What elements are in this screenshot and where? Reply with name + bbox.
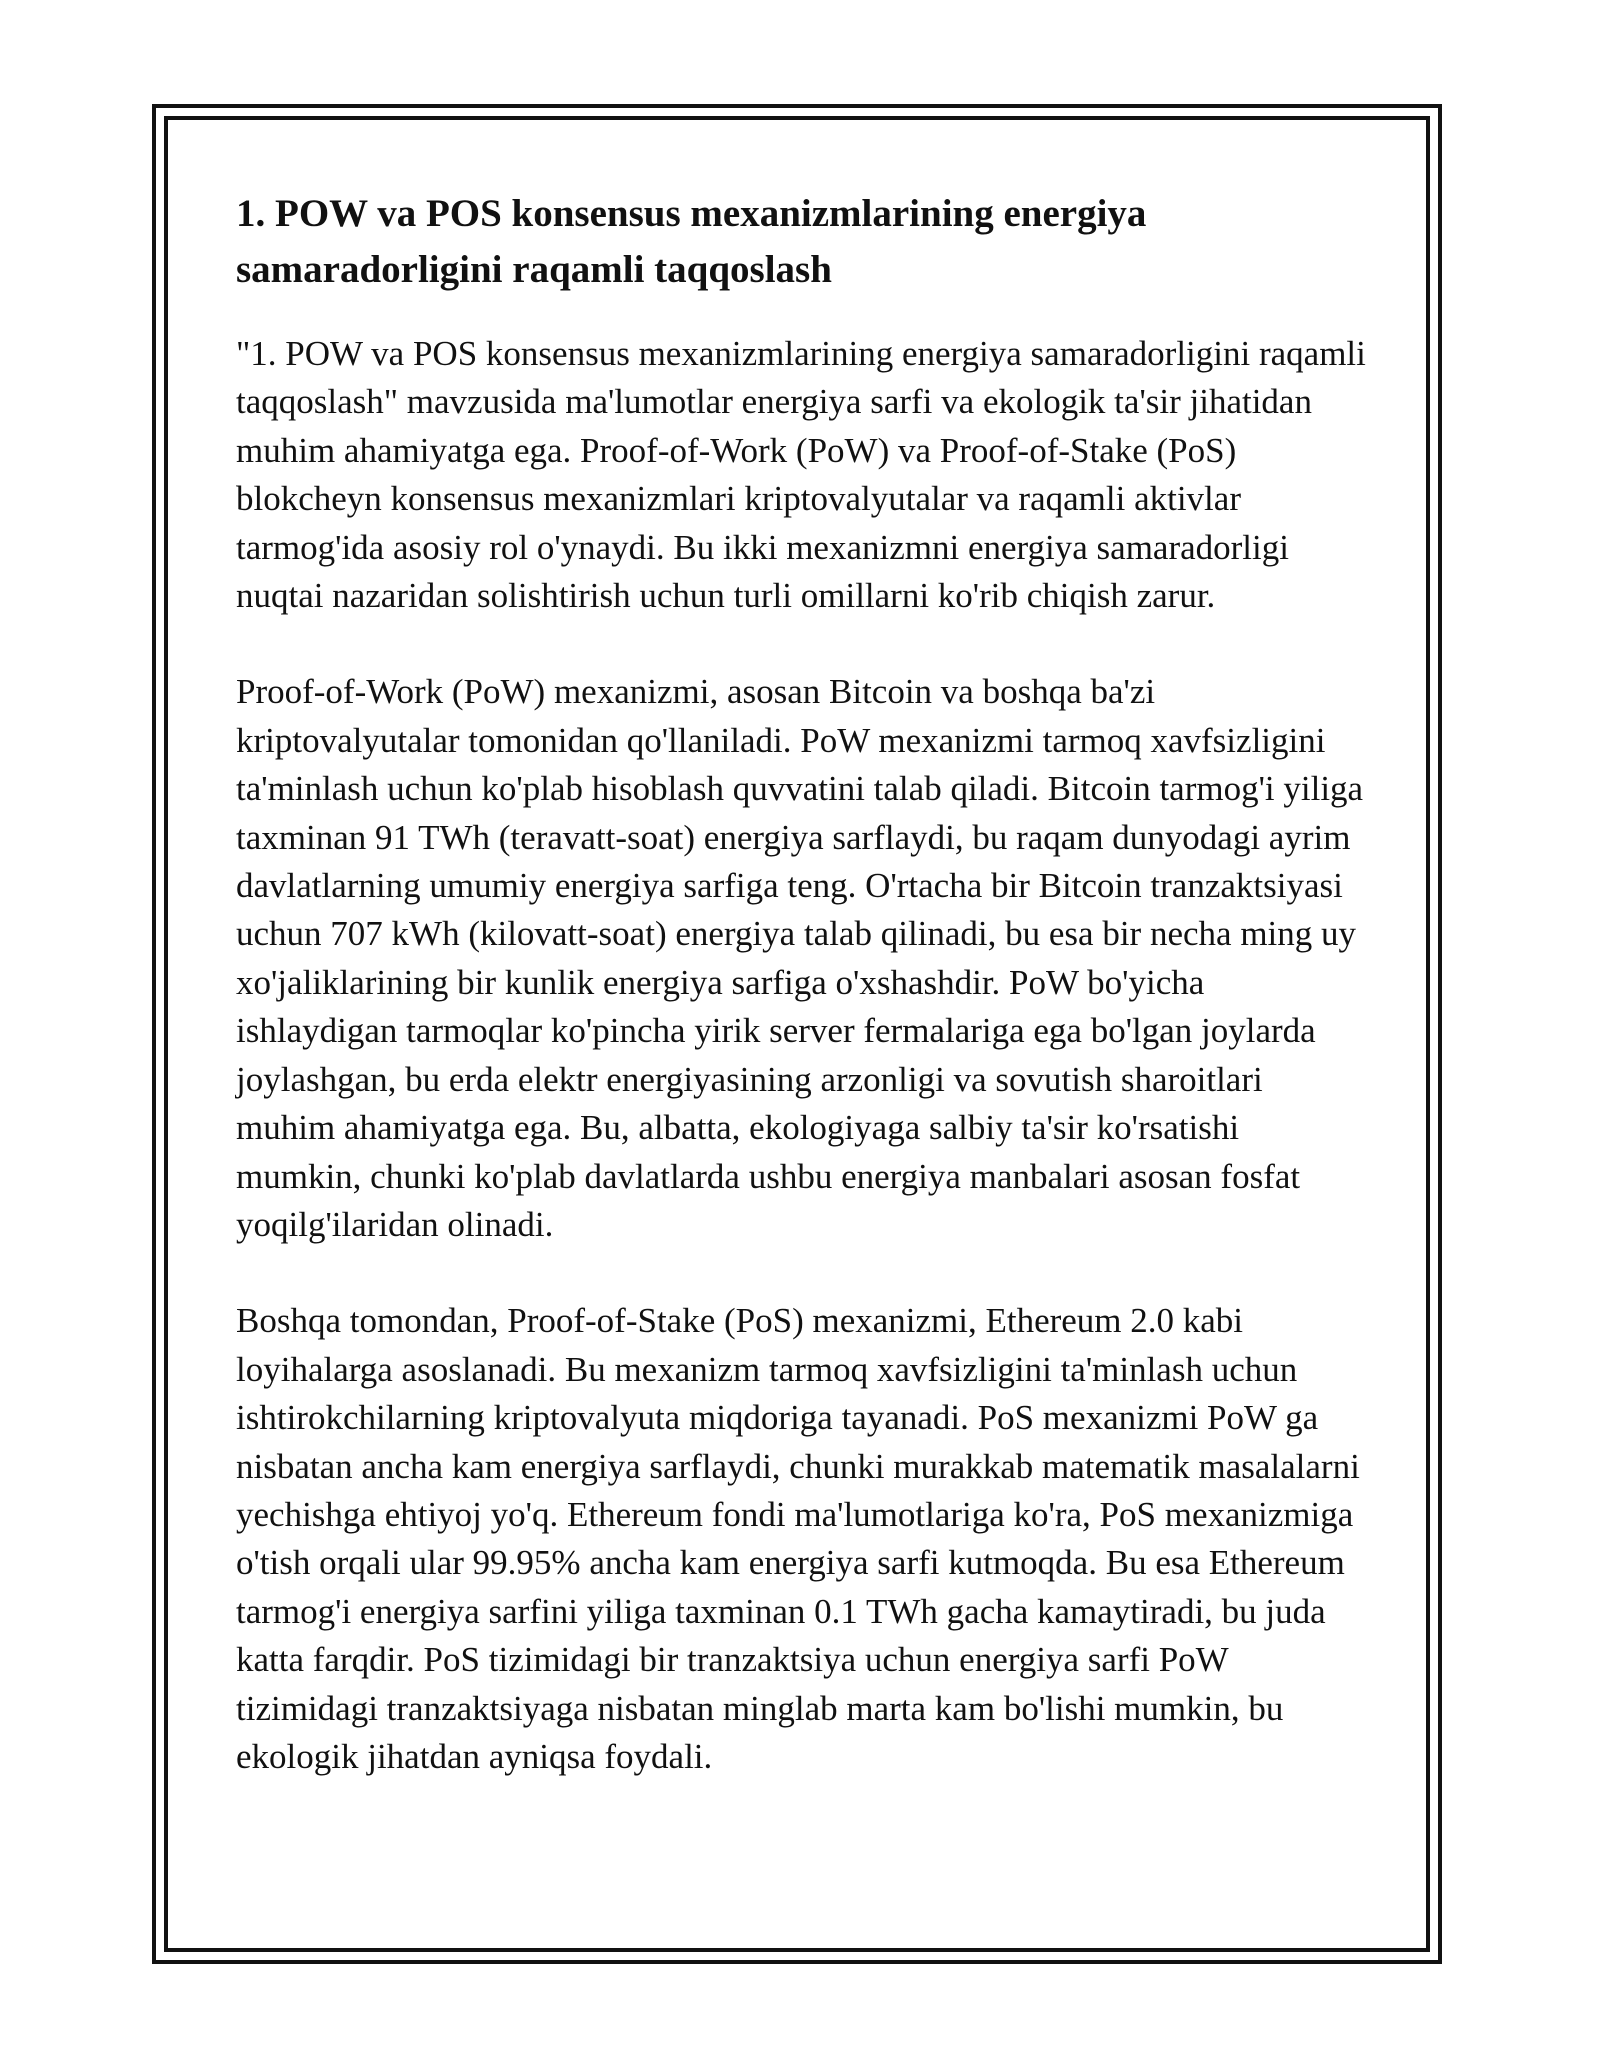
- paragraph-pos: Boshqa tomondan, Proof-of-Stake (PoS) mexanizmi, Ethereum 2.0 kabi loyihalarga asoslanadi. Bu mexanizm tarmoq xavfsizligini ta'minlash uchun ishtirokchilarning kriptovalyuta miqdoriga tayanadi. PoS mexanizmi PoW ga nisbatan ancha kam energiya sarflaydi, chunki murakkab matematik masalalarni yechishga ehtiyoj yo'q. Ethereum fondi ma'lumotlariga ko'ra, PoS mexanizmiga o'tish orqali ular 99.95% ancha kam energiya sarfi kutmoqda. Bu esa Ethereum tarmog'i energiya sarfini yiliga taxminan 0.1 TWh gacha kamaytiradi, bu juda katta farqdir. PoS tizimidagi bir tranzaktsiya uchun energiya sarfi PoW tizimidagi tranzaktsiyaga nisbatan minglab marta kam bo'lishi mumkin, bu ekologik jihatdan ayniqsa foydali.: [236, 1301, 1360, 1776]
- paragraph-pow: Proof-of-Work (PoW) mexanizmi, asosan Bitcoin va boshqa ba'zi kriptovalyutalar tomonidan qo'llaniladi. PoW mexanizmi tarmoq xavfsizligini ta'minlash uchun ko'plab hisoblash quvvatini talab qiladi. Bitcoin tarmog'i yiliga taxminan 91 TWh (teravatt-soat) energiya sarflaydi, bu raqam dunyodagi ayrim davlatlarning umumiy energiya sarfiga teng. O'rtacha bir Bitcoin tranzaktsiyasi uchun 707 kWh (kilovatt-soat) energiya talab qilinadi, bu esa bir necha ming uy xo'jaliklarining bir kunlik energiya sarfiga o'xshashdir. PoW bo'yicha ishlaydigan tarmoqlar ko'pincha yirik server fermalariga ega bo'lgan joylarda joylashgan, bu erda elektr energiyasining arzonligi va sovutish sharoitlari muhim ahamiyatga ega. Bu, albatta, ekologiyaga salbiy ta'sir ko'rsatishi mumkin, chunki ko'plab davlatlarda ushbu energiya manbalari asosan fosfat yoqilg'ilaridan olinadi.: [236, 672, 1364, 1244]
- document-body: [236, 186, 1366, 1829]
- paragraph-intro: "1. POW va POS konsensus mexanizmlarining energiya samaradorligini raqamli taqqoslash" mavzusida ma'lumotlar energiya sarfi va ekologik ta'sir jihatidan muhim ahamiyatga ega. Proof-of-Work (PoW) va Proof-of-Stake (PoS) blokcheyn konsensus mexanizmlari kriptovalyutalar va raqamli aktivlar tarmog'ida asosiy rol o'ynaydi. Bu ikki mexanizmni energiya samaradorligi nuqtai nazaridan solishtirish uchun turli omillarni ko'rib chiqish zarur.: [236, 334, 1366, 616]
- section-heading: 1. POW va POS konsensus mexanizmlarining energiya samaradorligini raqamli taqqoslash: [236, 192, 1147, 291]
